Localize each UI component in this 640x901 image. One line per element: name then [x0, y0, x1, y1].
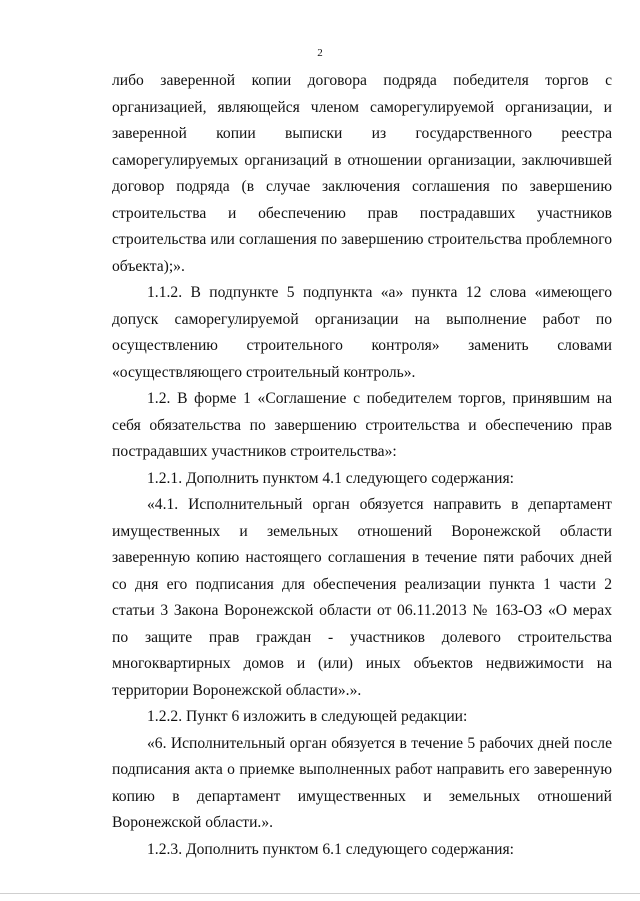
page-number: 2 — [317, 47, 323, 59]
page-bottom-edge — [0, 893, 640, 894]
paragraph-quote-4-1: «4.1. Исполнительный орган обязуется направить в департамент имущественных и земельных отношений Воронежской области заверенную копию настоящего соглашения в течение пяти рабочих дней со дня его подписания для обеспечения реализации пункта 1 части 2 статьи 3 Закона Воронежской области от 06.11.2013 № 163-ОЗ «О мерах по защите прав граждан - участников долевого строительства многоквартирных домов и (или) иных объектов недвижимости на территории Воронежской области».». — [112, 496, 612, 699]
paragraph-1-2-1: 1.2.1. Дополнить пунктом 4.1 следующего содержания: — [147, 469, 515, 487]
paragraph-1-2-2: 1.2.2. Пункт 6 изложить в следующей редакции: — [147, 708, 468, 725]
paragraph-1-1-2: 1.1.2. В подпункте 5 подпункта «а» пункта 12 слова «имеющего допуск саморегулируемой организации на выполнение работ по осуществлению строительного контроля» заменить словами «осуществляющего строительный контроль». — [112, 284, 612, 381]
paragraph-continuation: либо заверенной копии договора подряда победителя торгов с организацией, являющейся членом саморегулируемой организации, и заверенной копии выписки из государственного реестра саморегулируемых организаций в отношении организации, заключившей договор подряда (в случае заключения соглашения по завершению строительства и обеспечению прав пострадавших участников строительства или соглашения по завершению строительства проблемного объекта);». — [112, 72, 612, 275]
document-body — [112, 68, 612, 863]
paragraph-1-2: 1.2. В форме 1 «Соглашение с победителем торгов, принявшим на себя обязательства по завершению строительства и обеспечению прав пострадавших участников строительства»: — [112, 390, 612, 460]
paragraph-quote-6: «6. Исполнительный орган обязуется в течение 5 рабочих дней после подписания акта о приемке выполненных работ направить его заверенную копию в департамент имущественных и земельных отношений Воронежской области.». — [112, 734, 612, 831]
paragraph-1-2-3: 1.2.3. Дополнить пунктом 6.1 следующего содержания: — [147, 840, 515, 858]
